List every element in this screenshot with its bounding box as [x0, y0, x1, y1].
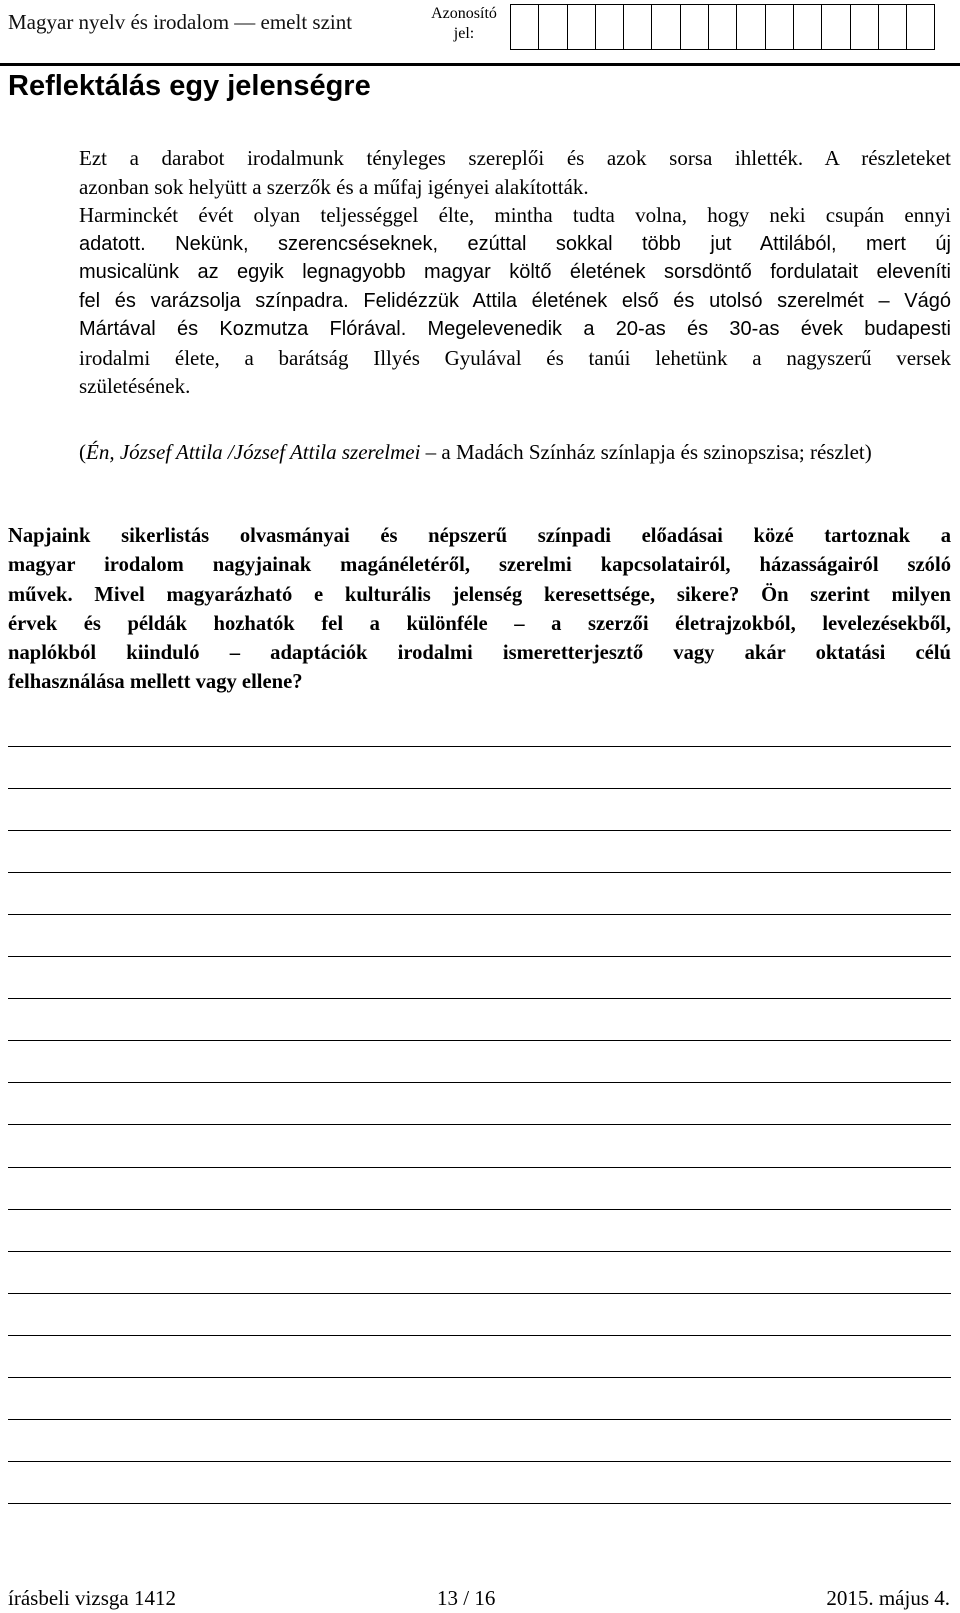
id-code-box[interactable] [709, 4, 737, 50]
id-code-box[interactable] [879, 4, 907, 50]
answer-line[interactable] [8, 1167, 951, 1168]
task-question [8, 522, 951, 698]
answer-line[interactable] [8, 1209, 951, 1210]
question-line: magyar irodalom nagyjainak magánéletéről, szerelmi kapcsolatairól, házasságairól szóló [8, 554, 951, 577]
answer-line[interactable] [8, 1293, 951, 1294]
footer-page-number: 13 / 16 [437, 1586, 496, 1610]
question-line: naplókból kiinduló – adaptációk irodalmi ismeretterjesztő vagy akár oktatási célú [8, 642, 951, 665]
header-rule [0, 63, 960, 66]
subject-title: Magyar nyelv és irodalom — emelt szint [8, 10, 353, 34]
answer-line[interactable] [8, 1335, 951, 1336]
quote-source: (Én, József Attila /József Attila szerelmei – a Madách Színház színlapja és szinopszisa; részlet) [79, 440, 872, 464]
id-code-box[interactable] [652, 4, 680, 50]
quote-line: adatott. Nekünk, szerencséseknek, ezúttal sokkal több jut Attilából, mert új [79, 232, 951, 255]
answer-line[interactable] [8, 1124, 951, 1125]
id-code-box[interactable] [568, 4, 596, 50]
id-code-box[interactable] [766, 4, 794, 50]
section-title: Reflektálás egy jelenségre [8, 70, 371, 102]
id-label: Azonosító jel: [431, 5, 497, 42]
answer-line[interactable] [8, 1377, 951, 1378]
answer-line[interactable] [8, 956, 951, 957]
id-code-box[interactable] [851, 4, 879, 50]
id-code-box[interactable] [539, 4, 567, 50]
quote-line: Ezt a darabot irodalmunk tényleges szereplői és azok sorsa ihlették. A részleteket [79, 146, 951, 170]
quote-line: születésének. [79, 374, 191, 398]
footer-exam-code: írásbeli vizsga 1412 [8, 1586, 176, 1610]
id-code-box[interactable] [624, 4, 652, 50]
quote-line: fel és varázsolja színpadra. Felidézzük Attila életének első és utolsó szerelmét – Vágó [79, 289, 951, 312]
answer-line[interactable] [8, 1082, 951, 1083]
id-code-box[interactable] [511, 4, 539, 50]
answer-line[interactable] [8, 830, 951, 831]
id-code-box[interactable] [737, 4, 765, 50]
source-title: Én, József Attila /József Attila szerelmei [86, 440, 421, 464]
answer-line[interactable] [8, 914, 951, 915]
quote-line: irodalmi élete, a barátság Illyés Gyulával és tanúi lehetünk a nagyszerű versek [79, 345, 951, 370]
quote-line: musicalünk az egyik legnagyobb magyar költő életének sorsdöntő fordulatait eleveníti [79, 261, 951, 283]
question-line: felhasználása mellett vagy ellene? [8, 671, 303, 694]
id-code-box[interactable] [596, 4, 624, 50]
id-code-boxes[interactable] [510, 4, 935, 50]
question-line: érvek és példák hozhatók fel a különféle – a szerzői életrajzokból, levelezésekből, [8, 612, 951, 635]
answer-line[interactable] [8, 746, 951, 747]
id-code-box[interactable] [794, 4, 822, 50]
id-code-box[interactable] [681, 4, 709, 50]
answer-line[interactable] [8, 872, 951, 873]
quote-line: Mártával és Kozmutza Flórával. Megelevenedik a 20-as és 30-as évek budapesti [79, 318, 951, 340]
quote-line: azonban sok helyütt a szerzők és a műfaj igényei alakították. [79, 174, 589, 199]
answer-line[interactable] [8, 1251, 951, 1252]
answer-line[interactable] [8, 998, 951, 999]
answer-line[interactable] [8, 1461, 951, 1462]
question-line: művek. Mivel magyarázható e kulturális jelenség keresettsége, sikere? Ön szerint milyen [8, 583, 951, 606]
answer-line[interactable] [8, 1419, 951, 1420]
quote-block [79, 144, 951, 401]
id-code-box[interactable] [907, 4, 935, 50]
answer-line[interactable] [8, 1503, 951, 1504]
id-code-box[interactable] [822, 4, 850, 50]
answer-line[interactable] [8, 788, 951, 789]
quote-line: Harminckét évét olyan teljességgel élte, mintha tudta volna, hogy neki csupán ennyi [79, 203, 951, 227]
footer-date: 2015. május 4. [826, 1586, 950, 1610]
question-line: Napjaink sikerlistás olvasmányai és népszerű színpadi előadásai közé tartoznak a [8, 525, 951, 547]
answer-line[interactable] [8, 1040, 951, 1041]
